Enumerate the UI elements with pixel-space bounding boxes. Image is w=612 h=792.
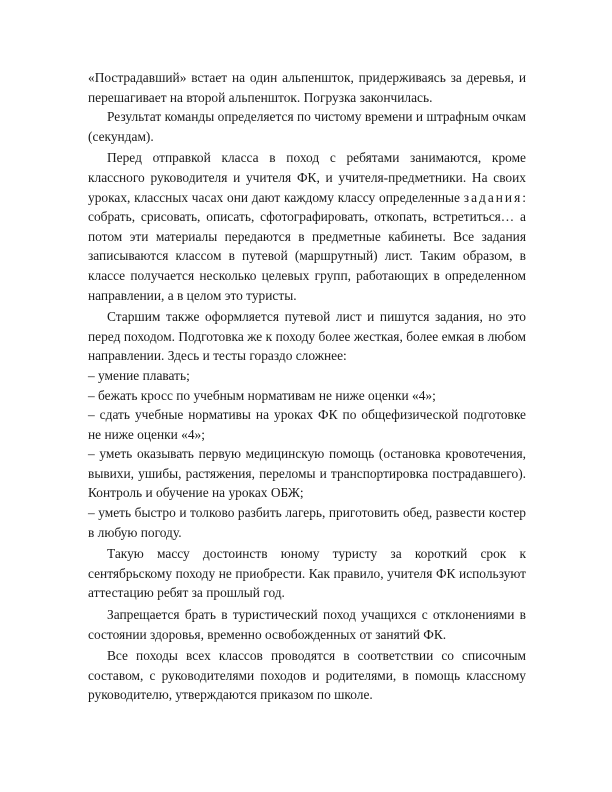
- body-text: [88, 68, 526, 705]
- paragraph-3-part-1: Перед отправкой класса в поход с ребятами занимаются, кроме классного руководителя и учителя ФК, и учителя-предметники. На своих уроках, классных часах они дают каждому классу определенные: [88, 150, 526, 205]
- paragraph-3-part-2: : собрать, срисовать, описать, сфотографировать, откопать, встретиться… а потом эти материалы передаются в предметные кабинеты. Все задания записываются классом в путевой (маршрутный) лист. Таким образом, в классе получается несколько целевых групп, работающих в определенном направлении, а в целом это туристы.: [88, 189, 526, 303]
- paragraph-5: Такую массу достоинств юному туристу за короткий срок к сентябрьскому походу не приобрести. Как правило, учителя ФК используют аттестацию ребят за прошлый год.: [88, 546, 526, 601]
- list-item: – уметь быстро и толково разбить лагерь, приготовить обед, развести костер в любую погоду.: [88, 505, 526, 540]
- list-item: – бежать кросс по учебным нормативам не ниже оценки «4»;: [88, 387, 436, 403]
- paragraph-3-spaced-word: задания: [463, 189, 523, 205]
- list-item: – сдать учебные нормативы на уроках ФК по общефизической подготовке не ниже оценки «4»;: [88, 407, 526, 442]
- paragraph-6: Запрещается брать в туристический поход учащихся с отклонениями в состоянии здоровья, временно освобожденных от занятий ФК.: [88, 607, 526, 642]
- paragraph-4: Старшим также оформляется путевой лист и пишутся задания, но это перед походом. Подготовка же к походу более жесткая, более емкая в любом направлении. Здесь и тесты гораздо сложнее:: [88, 309, 526, 364]
- list-item: – уметь оказывать первую медицинскую помощь (остановка кровотечения, вывихи, ушибы, растяжения, переломы и транспортировка пострадавшего). Контроль и обучение на уроках ОБЖ;: [88, 446, 526, 501]
- list-item: – умение плавать;: [88, 367, 190, 383]
- paragraph-3: [88, 148, 526, 305]
- paragraph-2: Результат команды определяется по чистому времени и штрафным очкам (секундам).: [88, 109, 526, 144]
- paragraph-1: «Пострадавший» встает на один альпеншток, придерживаясь за деревья, и перешагивает на второй альпеншток. Погрузка закончилась.: [88, 70, 526, 105]
- paragraph-7: Все походы всех классов проводятся в соответствии со списочным составом, с руководителями походов и родителями, в помощь классному руководителю, утверждаются приказом по школе.: [88, 648, 526, 703]
